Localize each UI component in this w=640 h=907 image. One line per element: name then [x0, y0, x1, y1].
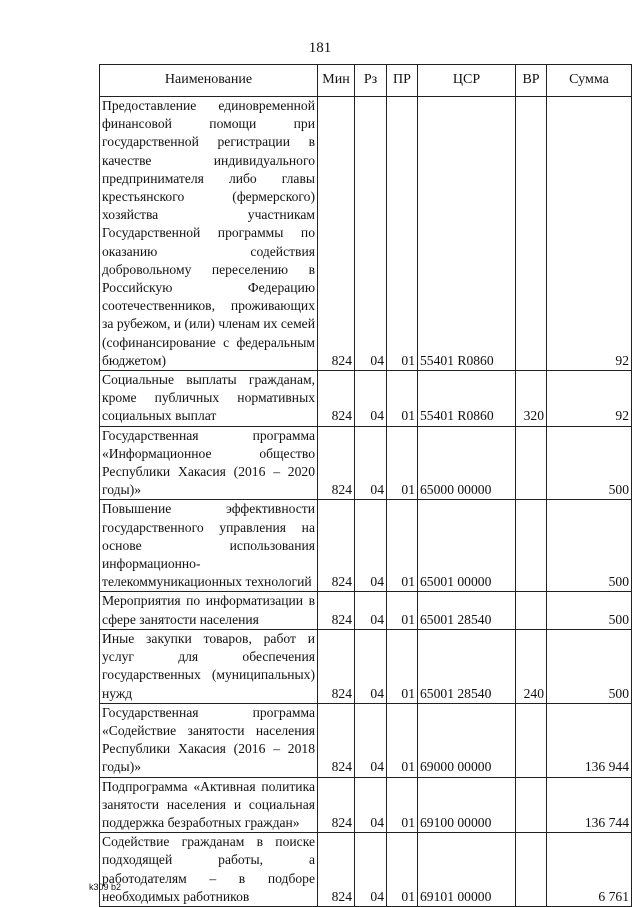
- row-sum: 500: [547, 500, 632, 592]
- table-row: [100, 777, 632, 833]
- row-rz: 04: [355, 97, 387, 371]
- row-min: 824: [318, 592, 355, 629]
- table-header-row: [100, 65, 632, 97]
- row-min: 824: [318, 371, 355, 427]
- budget-table: [99, 64, 632, 907]
- row-min: 824: [318, 629, 355, 703]
- row-sum: 92: [547, 97, 632, 371]
- row-csr: 65001 28540: [418, 592, 516, 629]
- row-pr: 01: [387, 703, 418, 777]
- header-name: Наименование: [100, 65, 318, 97]
- row-min: 824: [318, 97, 355, 371]
- row-rz: 04: [355, 426, 387, 500]
- row-sum: 500: [547, 629, 632, 703]
- table-row: [100, 592, 632, 629]
- header-min: Мин: [318, 65, 355, 97]
- row-pr: 01: [387, 592, 418, 629]
- row-pr: 01: [387, 500, 418, 592]
- header-csr: ЦСР: [418, 65, 516, 97]
- row-vr: 320: [516, 371, 547, 427]
- row-vr: 240: [516, 629, 547, 703]
- row-vr: [516, 833, 547, 907]
- row-name: Повышение эффективности государственного управления на основе использования информационно-телекоммуникационных технологий: [100, 500, 318, 592]
- row-rz: 04: [355, 629, 387, 703]
- header-pr: ПР: [387, 65, 418, 97]
- row-csr: 55401 R0860: [418, 97, 516, 371]
- table-row: [100, 97, 632, 371]
- table-row: [100, 629, 632, 703]
- row-csr: 65001 28540: [418, 629, 516, 703]
- table-row: [100, 703, 632, 777]
- row-vr: [516, 500, 547, 592]
- row-sum: 92: [547, 371, 632, 427]
- row-sum: 500: [547, 426, 632, 500]
- table-row: [100, 833, 632, 907]
- row-vr: [516, 426, 547, 500]
- row-name: Государственная программа «Информационное общество Республики Хакасия (2016 – 2020 годы)»: [100, 426, 318, 500]
- row-name: Социальные выплаты гражданам, кроме публичных нормативных социальных выплат: [100, 371, 318, 427]
- row-csr: 69101 00000: [418, 833, 516, 907]
- row-vr: [516, 703, 547, 777]
- header-rz: Рз: [355, 65, 387, 97]
- table-row: [100, 371, 632, 427]
- row-csr: 55401 R0860: [418, 371, 516, 427]
- row-name: Содействие гражданам в поиске подходящей работы, а работодателям – в подборе необходимых работников: [100, 833, 318, 907]
- row-name: Иные закупки товаров, работ и услуг для обеспечения государственных (муниципальных) нужд: [100, 629, 318, 703]
- row-csr: 69000 00000: [418, 703, 516, 777]
- row-rz: 04: [355, 592, 387, 629]
- row-rz: 04: [355, 777, 387, 833]
- row-min: 824: [318, 833, 355, 907]
- table-row: [100, 426, 632, 500]
- row-sum: 136 744: [547, 777, 632, 833]
- table-row: [100, 500, 632, 592]
- row-vr: [516, 97, 547, 371]
- row-rz: 04: [355, 833, 387, 907]
- row-csr: 65001 00000: [418, 500, 516, 592]
- row-sum: 6 761: [547, 833, 632, 907]
- row-pr: 01: [387, 97, 418, 371]
- row-pr: 01: [387, 371, 418, 427]
- row-min: 824: [318, 777, 355, 833]
- row-name: Подпрограмма «Активная политика занятости населения и социальная поддержка безработных граждан»: [100, 777, 318, 833]
- row-rz: 04: [355, 500, 387, 592]
- row-vr: [516, 592, 547, 629]
- footer-code: k309 b2: [89, 882, 122, 892]
- header-vr: ВР: [516, 65, 547, 97]
- row-name: Предоставление единовременной финансовой помощи при государственной регистрации в качестве индивидуального предпринимателя либо главы крестьянского (фермерского) хозяйства участникам Государственной программы по оказанию содействия добровольному переселению в Российскую Федерацию соотечественников, проживающих за рубежом, и (или) членам их семей (софинансирование с федеральным бюджетом): [100, 97, 318, 371]
- page-number: 181: [308, 40, 332, 56]
- row-min: 824: [318, 703, 355, 777]
- row-pr: 01: [387, 629, 418, 703]
- row-min: 824: [318, 426, 355, 500]
- row-pr: 01: [387, 426, 418, 500]
- row-rz: 04: [355, 371, 387, 427]
- row-csr: 65000 00000: [418, 426, 516, 500]
- row-sum: 136 944: [547, 703, 632, 777]
- row-csr: 69100 00000: [418, 777, 516, 833]
- row-min: 824: [318, 500, 355, 592]
- row-rz: 04: [355, 703, 387, 777]
- row-sum: 500: [547, 592, 632, 629]
- row-pr: 01: [387, 833, 418, 907]
- row-name: Мероприятия по информатизации в сфере занятости населения: [100, 592, 318, 629]
- row-pr: 01: [387, 777, 418, 833]
- header-sum: Сумма: [547, 65, 632, 97]
- row-name: Государственная программа «Содействие занятости населения Республики Хакасия (2016 – 2018 годы)»: [100, 703, 318, 777]
- row-vr: [516, 777, 547, 833]
